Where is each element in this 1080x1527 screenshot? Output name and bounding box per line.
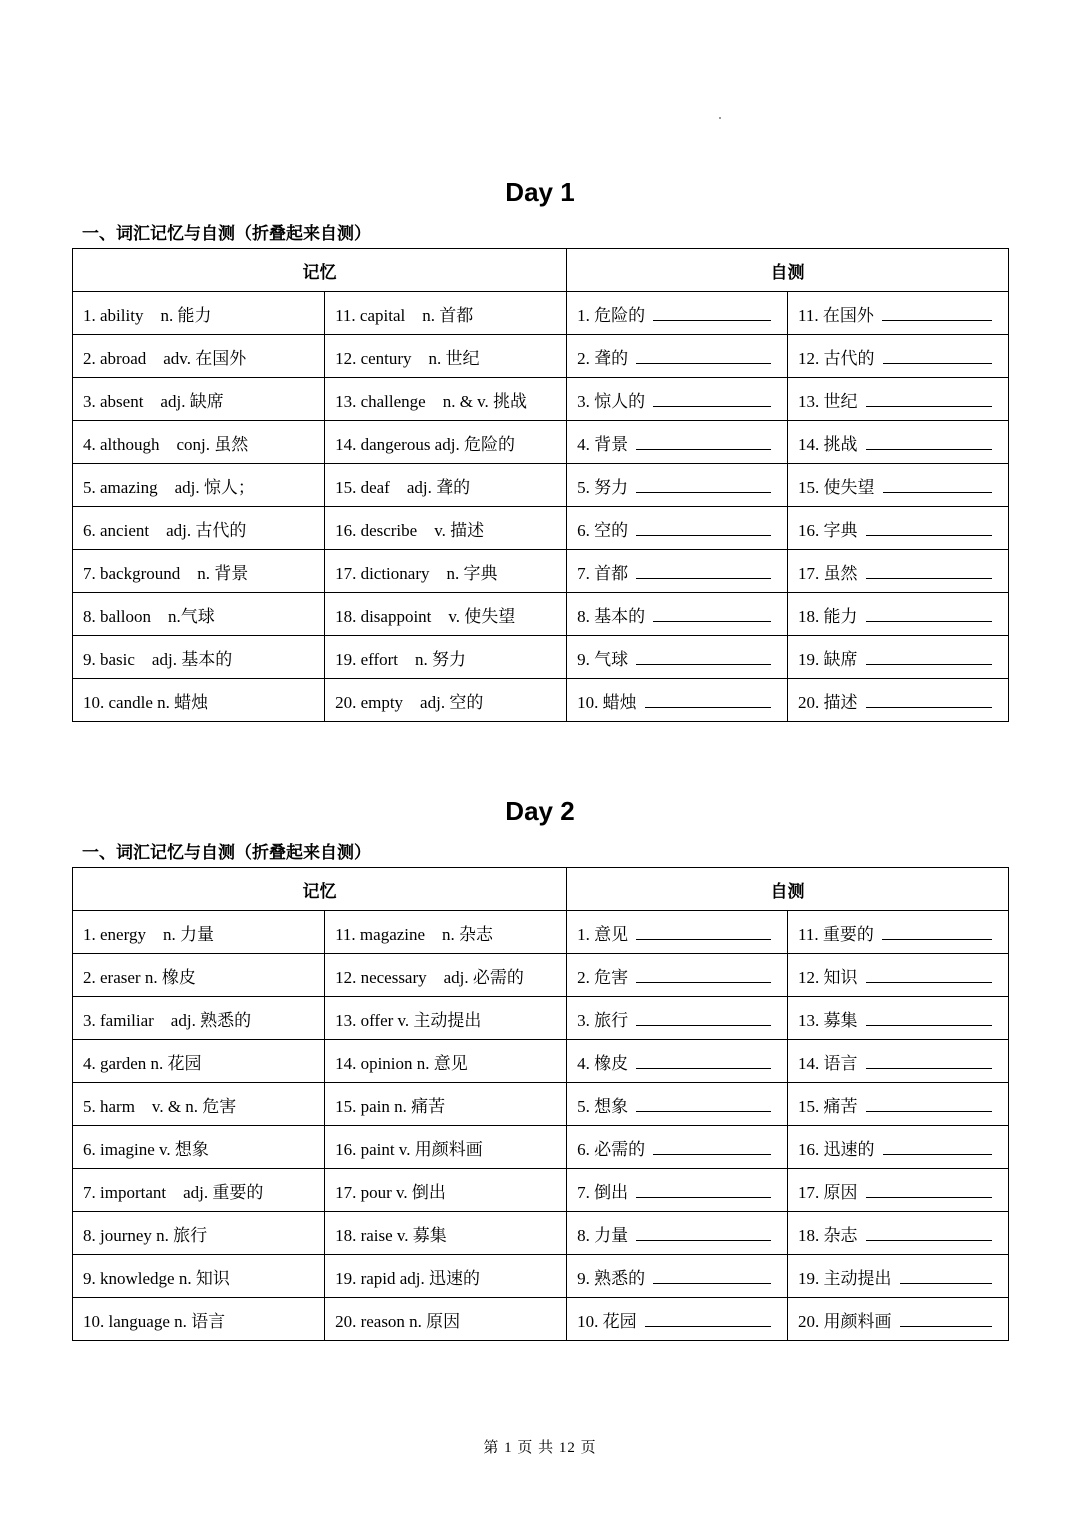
table-row [73, 593, 1009, 636]
vocab-entry: 9. knowledge n. 知识 [83, 1268, 230, 1288]
vocab-entry: 15. pain n. 痛苦 [335, 1096, 446, 1116]
self-test-cell [788, 636, 1009, 679]
answer-blank[interactable] [653, 605, 771, 622]
vocab-entry: 9. basic adj. 基本的 [83, 649, 233, 669]
answer-blank[interactable] [636, 966, 771, 983]
day2-section-title: 一、词汇记忆与自测（折叠起来自测） [82, 843, 371, 863]
memory-cell [325, 636, 567, 679]
memory-cell [73, 593, 325, 636]
self-test-cell [788, 1212, 1009, 1255]
self-test-cell [567, 1212, 788, 1255]
table-row [73, 378, 1009, 421]
self-test-prompt: 12. 古代的 [798, 348, 875, 368]
self-test-prompt: 14. 语言 [798, 1053, 858, 1073]
memory-cell [73, 1255, 325, 1298]
answer-blank[interactable] [636, 1181, 771, 1198]
answer-blank[interactable] [883, 347, 992, 364]
self-test-prompt: 13. 募集 [798, 1010, 858, 1030]
memory-cell [325, 1298, 567, 1341]
self-test-cell [567, 593, 788, 636]
self-test-cell [567, 421, 788, 464]
self-test-prompt: 8. 基本的 [577, 606, 646, 626]
memory-cell [73, 464, 325, 507]
answer-blank[interactable] [882, 923, 992, 940]
memory-cell [325, 292, 567, 335]
answer-blank[interactable] [645, 691, 771, 708]
self-test-cell [567, 679, 788, 722]
memory-cell [73, 679, 325, 722]
vocab-entry: 1. energy n. 力量 [83, 924, 214, 944]
memory-cell [325, 1169, 567, 1212]
vocab-entry: 4. although conj. 虽然 [83, 434, 249, 454]
self-test-prompt: 9. 气球 [577, 649, 629, 669]
answer-blank[interactable] [866, 1181, 992, 1198]
vocab-entry: 13. offer v. 主动提出 [335, 1010, 482, 1030]
answer-blank[interactable] [636, 1224, 771, 1241]
self-test-prompt: 2. 危害 [577, 967, 629, 987]
day1-table-body [73, 292, 1009, 722]
vocab-entry: 12. century n. 世纪 [335, 348, 480, 368]
memory-cell [73, 378, 325, 421]
self-test-prompt: 2. 聋的 [577, 348, 629, 368]
self-test-prompt: 8. 力量 [577, 1225, 629, 1245]
self-test-cell [788, 1298, 1009, 1341]
memory-cell [73, 1126, 325, 1169]
vocab-entry: 18. raise v. 募集 [335, 1225, 447, 1245]
table-row [73, 292, 1009, 335]
vocab-entry: 5. amazing adj. 惊人； [83, 477, 255, 497]
answer-blank[interactable] [866, 519, 992, 536]
self-test-cell [788, 1040, 1009, 1083]
answer-blank[interactable] [636, 923, 771, 940]
self-test-cell [567, 1298, 788, 1341]
table-row [73, 636, 1009, 679]
table-row [73, 911, 1009, 954]
self-test-prompt: 12. 知识 [798, 967, 858, 987]
vocab-entry: 20. reason n. 原因 [335, 1311, 461, 1331]
self-test-prompt: 11. 在国外 [798, 305, 874, 325]
vocab-entry: 5. harm v. & n. 危害 [83, 1096, 237, 1116]
self-test-cell [567, 1255, 788, 1298]
self-test-cell [567, 1126, 788, 1169]
vocab-entry: 8. balloon n.气球 [83, 606, 215, 626]
memory-cell [73, 954, 325, 997]
table-row [73, 679, 1009, 722]
day1-vocab-table [72, 248, 1009, 722]
answer-blank[interactable] [636, 1009, 771, 1026]
vocab-entry: 7. important adj. 重要的 [83, 1182, 264, 1202]
vocab-entry: 16. paint v. 用颜料画 [335, 1139, 483, 1159]
vocab-entry: 11. capital n. 首都 [335, 305, 474, 325]
vocab-entry: 6. imagine v. 想象 [83, 1139, 209, 1159]
self-test-prompt: 10. 花园 [577, 1311, 637, 1331]
vocab-entry: 13. challenge n. & v. 挑战 [335, 391, 528, 411]
vocab-entry: 16. describe v. 描述 [335, 520, 485, 540]
self-test-prompt: 20. 描述 [798, 692, 858, 712]
answer-blank[interactable] [866, 648, 992, 665]
memory-cell [325, 679, 567, 722]
self-test-cell [567, 1040, 788, 1083]
self-test-prompt: 20. 用颜料画 [798, 1311, 892, 1331]
self-test-prompt: 7. 首都 [577, 563, 629, 583]
vocab-entry: 17. pour v. 倒出 [335, 1182, 446, 1202]
page-footer: 第 1 页 共 12 页 [483, 1440, 597, 1456]
self-test-prompt: 4. 背景 [577, 434, 629, 454]
self-test-prompt: 10. 蜡烛 [577, 692, 637, 712]
vocab-entry: 10. candle n. 蜡烛 [83, 692, 209, 712]
memory-cell [325, 997, 567, 1040]
answer-blank[interactable] [636, 476, 771, 493]
self-test-prompt: 17. 原因 [798, 1182, 858, 1202]
memory-cell [325, 1040, 567, 1083]
memory-cell [73, 507, 325, 550]
day2-table-body [73, 911, 1009, 1341]
self-test-cell [567, 507, 788, 550]
self-test-prompt: 15. 使失望 [798, 477, 875, 497]
vocab-entry: 14. opinion n. 意见 [335, 1053, 468, 1073]
self-test-prompt: 19. 缺席 [798, 649, 858, 669]
memory-cell [325, 335, 567, 378]
vocab-entry: 1. ability n. 能力 [83, 305, 212, 325]
answer-blank[interactable] [866, 433, 992, 450]
memory-cell [73, 550, 325, 593]
table-row [73, 507, 1009, 550]
memory-cell [325, 507, 567, 550]
self-test-cell [567, 636, 788, 679]
vocab-entry: 15. deaf adj. 聋的 [335, 477, 471, 497]
self-test-cell [788, 1255, 1009, 1298]
answer-blank[interactable] [900, 1267, 992, 1284]
memory-cell [325, 1126, 567, 1169]
memory-cell [325, 1255, 567, 1298]
answer-blank[interactable] [882, 304, 992, 321]
self-test-cell [788, 421, 1009, 464]
answer-blank[interactable] [866, 1224, 992, 1241]
table-row [73, 1169, 1009, 1212]
day2-vocab-table [72, 867, 1009, 1341]
table-row [73, 1126, 1009, 1169]
self-test-prompt: 1. 危险的 [577, 305, 646, 325]
vocab-entry: 18. disappoint v. 使失望 [335, 606, 516, 626]
table-row [73, 1040, 1009, 1083]
day2-title: Day 2 [505, 796, 575, 826]
self-test-cell [788, 1126, 1009, 1169]
self-test-cell [788, 593, 1009, 636]
self-test-cell [567, 997, 788, 1040]
answer-blank[interactable] [636, 1095, 771, 1112]
memory-cell [73, 1083, 325, 1126]
answer-blank[interactable] [866, 562, 992, 579]
self-test-header: 自测 [567, 249, 1009, 292]
memory-cell [325, 911, 567, 954]
memory-cell [325, 1083, 567, 1126]
answer-blank[interactable] [636, 519, 771, 536]
memory-cell [73, 1298, 325, 1341]
self-test-prompt: 3. 旅行 [577, 1010, 629, 1030]
self-test-prompt: 19. 主动提出 [798, 1268, 892, 1288]
self-test-cell [788, 507, 1009, 550]
self-test-prompt: 5. 想象 [577, 1096, 629, 1116]
self-test-prompt: 18. 能力 [798, 606, 858, 626]
memory-cell [325, 1212, 567, 1255]
answer-blank[interactable] [866, 605, 992, 622]
memory-header: 记忆 [73, 868, 567, 911]
self-test-cell [788, 911, 1009, 954]
memory-cell [73, 292, 325, 335]
day1-section-title: 一、词汇记忆与自测（折叠起来自测） [82, 224, 371, 244]
answer-blank[interactable] [866, 1009, 992, 1026]
self-test-prompt: 6. 必需的 [577, 1139, 646, 1159]
self-test-prompt: 1. 意见 [577, 924, 629, 944]
memory-cell [325, 421, 567, 464]
table-row [73, 1083, 1009, 1126]
self-test-prompt: 5. 努力 [577, 477, 629, 497]
memory-cell [73, 335, 325, 378]
self-test-cell [567, 911, 788, 954]
vocab-entry: 3. absent adj. 缺席 [83, 391, 224, 411]
self-test-prompt: 16. 字典 [798, 520, 858, 540]
table-row [73, 335, 1009, 378]
answer-blank[interactable] [900, 1310, 992, 1327]
self-test-cell [567, 550, 788, 593]
self-test-prompt: 16. 迅速的 [798, 1139, 875, 1159]
self-test-prompt: 11. 重要的 [798, 924, 874, 944]
vocab-entry: 12. necessary adj. 必需的 [335, 967, 524, 987]
self-test-cell [788, 997, 1009, 1040]
self-test-prompt: 4. 橡皮 [577, 1053, 629, 1073]
answer-blank[interactable] [645, 1310, 771, 1327]
table-row [73, 550, 1009, 593]
self-test-cell [567, 335, 788, 378]
answer-blank[interactable] [636, 562, 771, 579]
memory-cell [73, 1169, 325, 1212]
table-row [73, 1298, 1009, 1341]
self-test-cell [567, 1083, 788, 1126]
self-test-cell [788, 550, 1009, 593]
memory-cell [325, 550, 567, 593]
answer-blank[interactable] [653, 1138, 771, 1155]
self-test-cell [788, 335, 1009, 378]
table-row [73, 464, 1009, 507]
self-test-prompt: 15. 痛苦 [798, 1096, 858, 1116]
answer-blank[interactable] [883, 1138, 992, 1155]
table-row [73, 954, 1009, 997]
table-row [73, 1255, 1009, 1298]
table-row [73, 1212, 1009, 1255]
answer-blank[interactable] [636, 648, 771, 665]
memory-cell [73, 1212, 325, 1255]
memory-header: 记忆 [73, 249, 567, 292]
answer-blank[interactable] [866, 1095, 992, 1112]
memory-cell [73, 997, 325, 1040]
self-test-prompt: 18. 杂志 [798, 1225, 858, 1245]
self-test-prompt: 6. 空的 [577, 520, 629, 540]
self-test-cell [788, 1169, 1009, 1212]
vocab-entry: 3. familiar adj. 熟悉的 [83, 1010, 252, 1030]
vocab-entry: 4. garden n. 花园 [83, 1053, 202, 1073]
answer-blank[interactable] [636, 1052, 771, 1069]
memory-cell [325, 464, 567, 507]
vocab-entry: 11. magazine n. 杂志 [335, 924, 494, 944]
vocab-entry: 17. dictionary n. 字典 [335, 563, 498, 583]
vocab-entry: 8. journey n. 旅行 [83, 1225, 208, 1245]
table-row [73, 421, 1009, 464]
memory-cell [73, 636, 325, 679]
self-test-cell [788, 292, 1009, 335]
self-test-cell [788, 378, 1009, 421]
self-test-header: 自测 [567, 868, 1009, 911]
answer-blank[interactable] [866, 966, 992, 983]
self-test-prompt: 14. 挑战 [798, 434, 858, 454]
answer-blank[interactable] [653, 304, 771, 321]
self-test-prompt: 7. 倒出 [577, 1182, 629, 1202]
vocab-entry: 19. effort n. 努力 [335, 649, 467, 669]
self-test-cell [567, 292, 788, 335]
vocab-entry: 14. dangerous adj. 危险的 [335, 434, 515, 454]
memory-cell [73, 1040, 325, 1083]
answer-blank[interactable] [653, 390, 771, 407]
memory-cell [73, 421, 325, 464]
self-test-prompt: 13. 世纪 [798, 391, 858, 411]
self-test-cell [788, 954, 1009, 997]
self-test-prompt: 9. 熟悉的 [577, 1268, 646, 1288]
self-test-cell [567, 954, 788, 997]
memory-cell [325, 593, 567, 636]
self-test-cell [567, 378, 788, 421]
vocab-entry: 19. rapid adj. 迅速的 [335, 1268, 481, 1288]
memory-cell [325, 378, 567, 421]
answer-blank[interactable] [866, 691, 992, 708]
answer-blank[interactable] [653, 1267, 771, 1284]
vocab-entry: 20. empty adj. 空的 [335, 692, 484, 712]
self-test-cell [788, 1083, 1009, 1126]
memory-cell [325, 954, 567, 997]
self-test-cell [788, 464, 1009, 507]
self-test-cell [788, 679, 1009, 722]
answer-blank[interactable] [866, 390, 992, 407]
vocab-entry: 10. language n. 语言 [83, 1311, 226, 1331]
vocab-entry: 6. ancient adj. 古代的 [83, 520, 247, 540]
vocab-entry: 2. eraser n. 橡皮 [83, 967, 196, 987]
vocab-entry: 7. background n. 背景 [83, 563, 249, 583]
self-test-prompt: 17. 虽然 [798, 563, 858, 583]
answer-blank[interactable] [636, 433, 771, 450]
answer-blank[interactable] [883, 476, 992, 493]
self-test-prompt: 3. 惊人的 [577, 391, 646, 411]
answer-blank[interactable] [636, 347, 771, 364]
table-row [73, 997, 1009, 1040]
vocab-entry: 2. abroad adv. 在国外 [83, 348, 247, 368]
self-test-cell [567, 464, 788, 507]
memory-cell [73, 911, 325, 954]
self-test-cell [567, 1169, 788, 1212]
day1-title: Day 1 [505, 177, 575, 207]
decorative-dot [719, 117, 721, 119]
answer-blank[interactable] [866, 1052, 992, 1069]
